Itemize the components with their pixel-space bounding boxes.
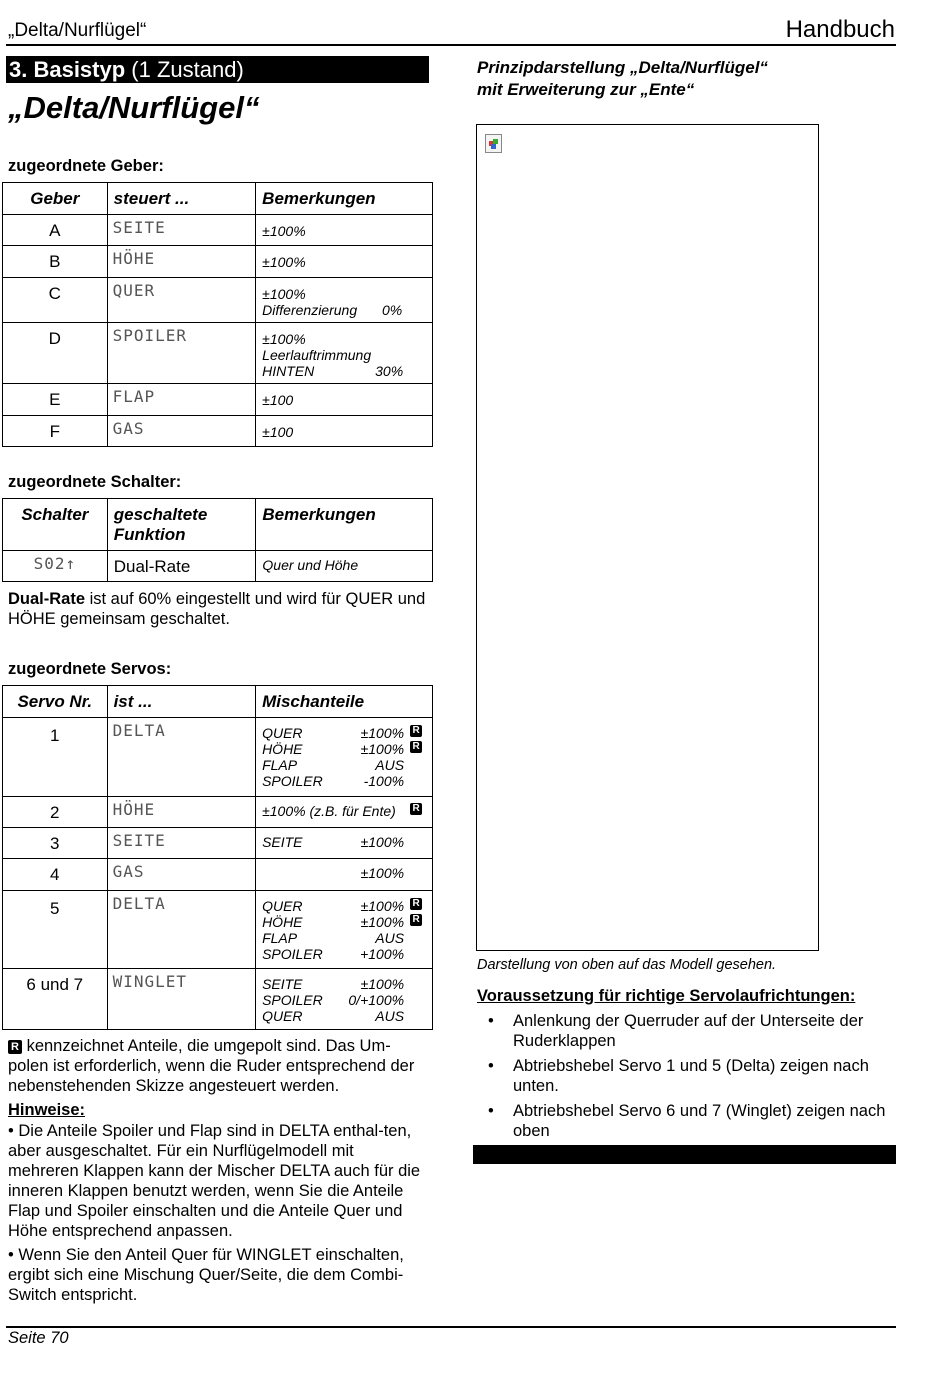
switch-id: S02↑ — [3, 551, 108, 582]
hinweise-heading: Hinweise: — [8, 1101, 86, 1119]
mix-source: HÖHE — [262, 914, 303, 930]
figure-title-line: Prinzipdarstellung „Delta/Nurflügel“ — [477, 58, 768, 77]
table-row — [3, 718, 433, 797]
running-header-left: „Delta/Nurflügel“ — [8, 20, 147, 41]
note-line: ±100% — [262, 331, 306, 347]
table-row — [3, 551, 433, 582]
mix-value: ±100% — [360, 725, 405, 741]
servo-mix — [256, 859, 433, 891]
list-item: • Abtriebshebel Servo 1 und 5 (Delta) zeigen nach unten. — [476, 1056, 896, 1096]
reversed-note — [8, 1036, 428, 1096]
geber-func: GAS — [107, 416, 256, 447]
geber-note: ±100 — [256, 384, 433, 416]
requirements-heading: Voraussetzung für richtige Servolaufrichtungen: — [477, 987, 856, 1005]
table-row — [3, 859, 433, 891]
geber-func: SEITE — [107, 215, 256, 246]
schalter-heading: zugeordnete Schalter: — [8, 473, 182, 491]
reversed-icon: R — [410, 914, 422, 926]
geber-func: HÖHE — [107, 246, 256, 278]
dual-rate-text: ist auf 60% eingestellt und wird für QUER und HÖHE gemeinsam geschaltet. — [8, 590, 426, 628]
mix-value: AUS — [375, 1008, 405, 1024]
mix-value: AUS — [375, 930, 405, 946]
servo-mix — [256, 969, 433, 1030]
mix-source: QUER — [262, 1008, 303, 1024]
servo-mix — [256, 797, 433, 828]
switch-func: Dual-Rate — [107, 551, 256, 582]
mix-value: AUS — [375, 757, 405, 773]
geber-table — [2, 182, 433, 447]
mix-source: SPOILER — [262, 773, 323, 789]
requirements-list — [476, 1011, 896, 1146]
servo-id: 3 — [3, 828, 108, 859]
note-line: Differenzierung — [262, 302, 358, 318]
note-line: HINTEN — [262, 363, 315, 379]
geber-id: C — [3, 278, 108, 323]
geber-col-header: steuert ... — [107, 183, 256, 215]
note-line: ±100% — [262, 286, 306, 302]
list-item: • Anlenkung der Querruder auf der Unterseite der Ruderklappen — [476, 1011, 896, 1051]
servo-id: 6 und 7 — [3, 969, 108, 1030]
servo-col-header: Servo Nr. — [3, 686, 108, 718]
page-number: Seite 70 — [8, 1329, 69, 1347]
mix-value: ±100% — [360, 741, 405, 757]
servos-heading: zugeordnete Servos: — [8, 660, 172, 678]
black-bar — [473, 1145, 896, 1164]
servo-col-header: ist ... — [107, 686, 255, 718]
mix-value: ±100% — [360, 976, 405, 992]
hinweise-paragraph: • Die Anteile Spoiler und Flap sind in DELTA enthal-ten, aber ausgeschaltet. Für ein Nurflügelmodell mit mehreren Klappen kann der Mischer DELTA auch für die inneren Klappen benutzt werden, wenn Sie die Anteile Flap und Spoiler einschalten und die Anteile Quer und Höhe entsprechend anpassen. — [8, 1122, 421, 1240]
mix-value: -100% — [363, 773, 405, 789]
table-row — [3, 891, 433, 969]
table-row — [3, 416, 433, 447]
geber-heading: zugeordnete Geber: — [8, 157, 164, 175]
section-title-bar — [6, 56, 429, 83]
servo-func: HÖHE — [107, 797, 255, 828]
servos-table — [2, 685, 433, 1030]
geber-col-header: Bemerkungen — [256, 183, 433, 215]
mix-source: QUER — [262, 725, 303, 741]
dual-rate-label: Dual-Rate — [8, 590, 86, 608]
running-header-right: Handbuch — [785, 16, 895, 43]
geber-note: ±100% — [256, 215, 433, 246]
servo-func: WINGLET — [107, 969, 255, 1030]
geber-id: A — [3, 215, 108, 246]
switch-note: Quer und Höhe — [256, 551, 433, 582]
table-row — [3, 384, 433, 416]
section-state: (1 Zustand) — [125, 57, 244, 82]
mix-value: +100% — [360, 946, 405, 962]
figure-frame — [476, 124, 819, 951]
mix-source: SEITE — [262, 834, 303, 850]
note-value: 30% — [375, 363, 404, 379]
servo-id: 4 — [3, 859, 108, 891]
reversed-icon: R — [8, 1040, 22, 1054]
servo-id: 2 — [3, 797, 108, 828]
schalter-col-header: Schalter — [3, 499, 108, 551]
reversed-icon: R — [410, 725, 422, 737]
geber-func: FLAP — [107, 384, 256, 416]
servo-func: GAS — [107, 859, 255, 891]
reversed-note-text: kennzeichnet Anteile, die umgepolt sind. Das Um-polen ist erforderlich, wenn die Ruder entsprechend der nebenstehenden Skizze angesteuert werden. — [8, 1037, 415, 1095]
servo-func: DELTA — [107, 891, 255, 969]
mix-source: SPOILER — [262, 992, 323, 1008]
broken-image-icon — [485, 134, 502, 153]
geber-func: QUER — [107, 278, 256, 323]
figure-caption: Darstellung von oben auf das Modell gesehen. — [477, 957, 777, 973]
geber-note: ±100 — [256, 416, 433, 447]
geber-id: F — [3, 416, 108, 447]
mix-source: SPOILER — [262, 946, 323, 962]
servo-id: 5 — [3, 891, 108, 969]
geber-col-header: Geber — [3, 183, 108, 215]
servo-mix — [256, 718, 433, 797]
mix-source — [262, 865, 360, 881]
schalter-table — [2, 498, 433, 582]
servo-col-header: Mischanteile — [256, 686, 433, 718]
mix-source: FLAP — [262, 930, 298, 946]
footer-rule — [6, 1326, 896, 1328]
table-row — [3, 323, 433, 384]
schalter-col-header: Bemerkungen — [256, 499, 433, 551]
mix-value: 0/+100% — [348, 992, 405, 1008]
figure-title-line: mit Erweiterung zur „Ente“ — [477, 80, 695, 99]
geber-func: SPOILER — [107, 323, 256, 384]
table-row — [3, 797, 433, 828]
note-line: Leerlauftrimmung — [262, 347, 372, 363]
table-row — [3, 278, 433, 323]
geber-note: ±100% — [256, 246, 433, 278]
mix-value: ±100% — [360, 914, 405, 930]
table-row — [3, 246, 433, 278]
dual-rate-note — [8, 589, 428, 629]
table-row — [3, 215, 433, 246]
reversed-icon: R — [410, 803, 422, 815]
note-value: 0% — [381, 302, 403, 318]
mix-source: QUER — [262, 898, 303, 914]
mix-value: ±100% — [360, 898, 405, 914]
mix-source: HÖHE — [262, 741, 303, 757]
hinweise-paragraph: • Wenn Sie den Anteil Quer für WINGLET einschalten, ergibt sich eine Mischung Quer/Seite, die dem Combi-Switch entspricht. — [8, 1246, 404, 1304]
figure-title — [477, 57, 768, 101]
mix-source: SEITE — [262, 976, 303, 992]
header-rule — [6, 44, 896, 46]
mix-value: ±100% — [360, 834, 405, 850]
geber-id: B — [3, 246, 108, 278]
geber-note — [256, 278, 433, 323]
geber-note — [256, 323, 433, 384]
reversed-icon: R — [410, 898, 422, 910]
mix-source: FLAP — [262, 757, 298, 773]
table-row — [3, 969, 433, 1030]
mix-value: ±100% — [360, 865, 405, 881]
reversed-icon: R — [410, 741, 422, 753]
list-item: • Abtriebshebel Servo 6 und 7 (Winglet) zeigen nach oben — [476, 1101, 896, 1141]
geber-id: E — [3, 384, 108, 416]
servo-func: DELTA — [107, 718, 255, 797]
servo-func: SEITE — [107, 828, 255, 859]
mix-value: ±100% (z.B. für Ente) — [262, 803, 396, 819]
servo-mix — [256, 891, 433, 969]
servo-mix — [256, 828, 433, 859]
schalter-col-header: geschaltete Funktion — [107, 499, 256, 551]
section-number: 3. Basistyp — [9, 57, 126, 82]
page-title: „Delta/Nurflügel“ — [8, 90, 260, 125]
table-row — [3, 828, 433, 859]
servo-id: 1 — [3, 718, 108, 797]
geber-id: D — [3, 323, 108, 384]
